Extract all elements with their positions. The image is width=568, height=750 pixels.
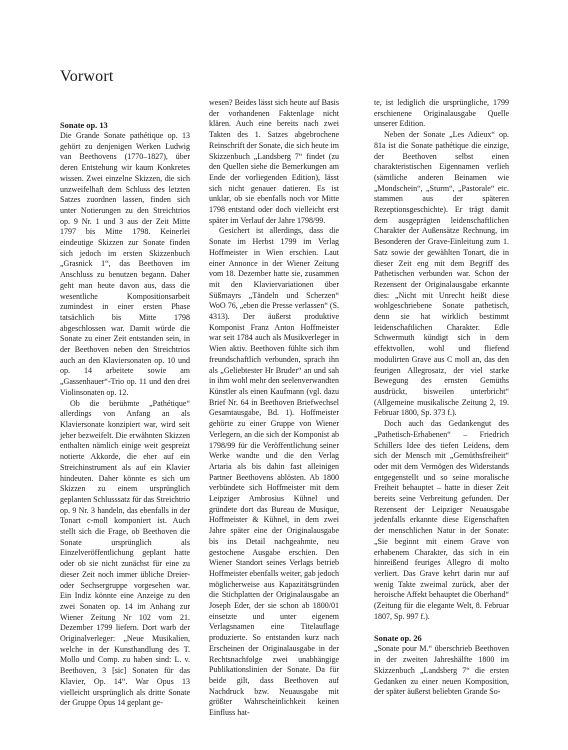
paragraph: Neben der Sonate „Les Adieux“ op. 81a ist die Sonate pathétique die einzige, der Beethoven selbst einen charakteristischen Eigennamen verlieh (sämtliche anderen Beinamen wie „Mondschein“, „Sturm“, „Pastorale“ etc. stammen aus der späteren Rezeptionsgeschichte). Er trägt damit dem ausgeprägten leidenschaftlichen Charakter der Außensätze Rechnung, im Besonderen der Grave-Einleitung zum 1. Satz sowie der gewählten Tonart, die in dieser Zeit eng mit dem Begriff des Pathetischen verbunden war. Schon der Rezensent der Originalausgabe erkannte dies: „Nicht mit Unrecht heißt diese wohlgeschriebene Sonate pathetisch, denn sie hat wirklich bestimmt leidenschaftlichen Charakter. Edle Schwermuth kündigt sich in dem effektvollen, wohl und fliefend modulirten Grave aus C moll an, das den feurigen Allegrosatz, der viel starke Bewegung des ernsten Gemüths ausdrückt, bisweilen unterbricht“ (Allgemeine musikalische Zeitung 2, 19. Februar 1800, Sp. 373 f.). bbox=[374, 130, 509, 418]
text-column-2 bbox=[209, 98, 339, 719]
paragraph: Die Grande Sonate pathétique op. 13 gehört zu denjenigen Werken Ludwig van Beethovens (1770–1827), über deren Entstehung wir kaum Konkretes wissen. Zwei einzelne Skizzen, die sich unzweifelhaft dem Schluss des letzten Satzes zuordnen lassen, finden sich unter Notierungen zu den Streichtrios op. 9 Nr. 1 und 3 aus der Zeit Mitte 1797 bis Mitte 1798. Keinerlei eindeutige Skizzen zur Sonate finden sich jedoch im ersten Skizzenbuch „Grasnick 1“, das Beethoven im Anschluss zu benutzen begann. Daher geht man heute davon aus, dass die wesentliche Kompositionsarbeit zumindest in einer ersten Phase tatsächlich bis Mitte 1798 abgeschlossen war. Damit würde die Sonate zu einer Zeit entstanden sein, in der Beethoven neben den Streichtrios auch an den Klaviersonaten op. 10 und op. 14 arbeitete sowie am „Gassenhauer“-Trio op. 11 und den drei Violinsonaten op. 12. bbox=[60, 131, 190, 397]
paragraph: Doch auch das Gedankengut des „Pathetisch-Erhabenen“ – Friedrich Schillers Idee des tiefen Leidens, dem sich der Mensch mit „Gemüthsfreiheit“ oder mit dem Vermögen des Widerstands entgegenstellt und so seine moralische Freiheit behauptet – hatte in dieser Zeit bereits seine Verbreitung gefunden. Der Rezensent der Leipziger Neuausgabe jedenfalls erkannte diese Eigenschaften der menschlichen Natur in der Sonate: „Sie beginnt mit einem Grave von erhabenem Charakter, das sich in ein hinreißend feuriges Allegro di molto verliert. Das Grave kehrt darin nur auf wenig Takte zweimal zurück, aber der heroische Affekt behauptet die Oberhand“ (Zeitung für die elegante Welt, 8. Februar 1807, Sp. 997 f.). bbox=[374, 419, 509, 621]
section-heading-op26: Sonate op. 26 bbox=[374, 634, 422, 644]
text-column-3 bbox=[374, 98, 509, 698]
section-heading-op13: Sonate op. 13 bbox=[60, 121, 108, 130]
text-column-1 bbox=[60, 120, 190, 709]
paragraph: wesen? Beides lässt sich heute auf Basis der vorhandenen Faktenlage nicht klären. Auch eine bereits nach zwei Takten des 1. Satzes abgebrochene Reinschrift der Sonate, die sich heute im Skizzenbuch „Landsberg 7“ findet (zu den Quellen siehe die Bemerkungen am Ende der vorliegenden Edition), lässt sich nicht genauer datieren. Es ist unklar, ob sie ebenfalls noch vor Mitte 1798 entstand oder doch vielleicht erst später im Verlauf der Jahre 1798/99. bbox=[209, 98, 339, 225]
paragraph: Gesichert ist allerdings, dass die Sonate im Herbst 1799 im Verlag Hoffmeister in Wien erschien. Laut einer Annonce in der Wiener Zeitung vom 18. Dezember hatte sie, zusammen mit den Klaviervariationen über Süßmayrs „Tändeln und Scherzen“ WoO 76, „eben die Presse verlassen“ (S. 4313). Der äußerst produktive Komponist Franz Anton Hoffmeister war seit 1784 auch als Musikverleger in Wien aktiv. Beethoven fühlte sich ihm freundschaftlich verbunden, sprach ihn als „Geliebtester Hr Bruder“ an und sah in ihm wohl mehr den seelenverwandten Künstler als einen Kaufmann (vgl. dazu Brief Nr. 64 in Beethoven Briefwechsel Gesamtausgabe, Bd. 1). Hoffmeister gehörte zu einer Gruppe von Wiener Verlegern, an die sich der Komponist ab 1798/99 für die Veröffentlichung seiner Werke wandte und die den Verlag Artaria als bis dahin fast alleinigen Partner Beethovens ablösten. Ab 1800 verbündete sich Hoffmeister mit dem Leipziger Ambrosius Kühnel und gründete dort das Bureau de Musique, Hoffmeister & Kühnel, in dem zwei Jahre später eine der Originalausgabe bis ins Detail nachgeahmte, neu gestochene Ausgabe erschien. Den Wiener Standort seines Verlags betrieb Hoffmeister ebenfalls weiter, gab jedoch möglicherweise aus Kapazitätsgründen die Stichplatten der Originalausgabe an Joseph Eder, der sie schon ab 1800/01 einsetzte und unter eigenem Verlagsnamen eine Titelauflage produzierte. So entstanden kurz nach Erscheinen der Originalausgabe in der Rechtsnachfolge zwei unabhängige Publikationslinien der Sonate. Da für beide gilt, dass Beethoven auf Nachdruck bzw. Neuausgabe mit größter Wahrscheinlichkeit keinen Einfluss hat- bbox=[209, 226, 339, 718]
paragraph: te, ist lediglich die ursprüngliche, 1799 erschienene Originalausgabe Quelle unserer Edition. bbox=[374, 98, 509, 129]
paragraph: „Sonate pour M.“ überschrieb Beethoven in der zweiten Jahreshälfte 1800 im Skizzenbuch „Landsberg 7“ die ersten Gedanken zu einer neuen Komposition, der später äußerst beliebten Grande So- bbox=[374, 644, 509, 697]
page-title: Vorwort bbox=[60, 68, 114, 85]
paragraph: Ob die berühmte „Pathétique“ allerdings von Anfang an als Klaviersonate konzipiert war, wird seit jeher bezweifelt. Die erwähnten Skizzen enthalten nämlich einige weit gespreizt notierte Akkorde, die eher auf ein Streichinstrument als auf ein Klavier hindeuten. Daher könnte es sich um Skizzen zu einem ursprünglich geplanten Schlusssatz für das Streichtrio op. 9 Nr. 3 handeln, das ebenfalls in der Tonart c-moll komponiert ist. Auch stellt sich die Frage, ob Beethoven die Sonate ursprünglich als Einzelveröffentlichung geplant hatte oder ob sie nicht zunächst für eine zu dieser Zeit noch immer übliche Dreier- oder Sechsergruppe vorgesehen war. Ein Indiz könnte eine Anzeige zu den zwei Sonaten op. 14 im Anhang zur Wiener Zeitung Nr 102 vom 21. Dezember 1799 liefern. Dort warb der Originalverleger: „Neue Musikalien, welche in der Kunsthandlung des T. Mollo und Comp. zu haben sind: L. v. Beethoven, 3 [sic] Sonaten für das Klavier, Op. 14“. War Opus 13 vielleicht ursprünglich als dritte Sonate der Gruppe Opus 14 geplant ge- bbox=[60, 398, 190, 708]
